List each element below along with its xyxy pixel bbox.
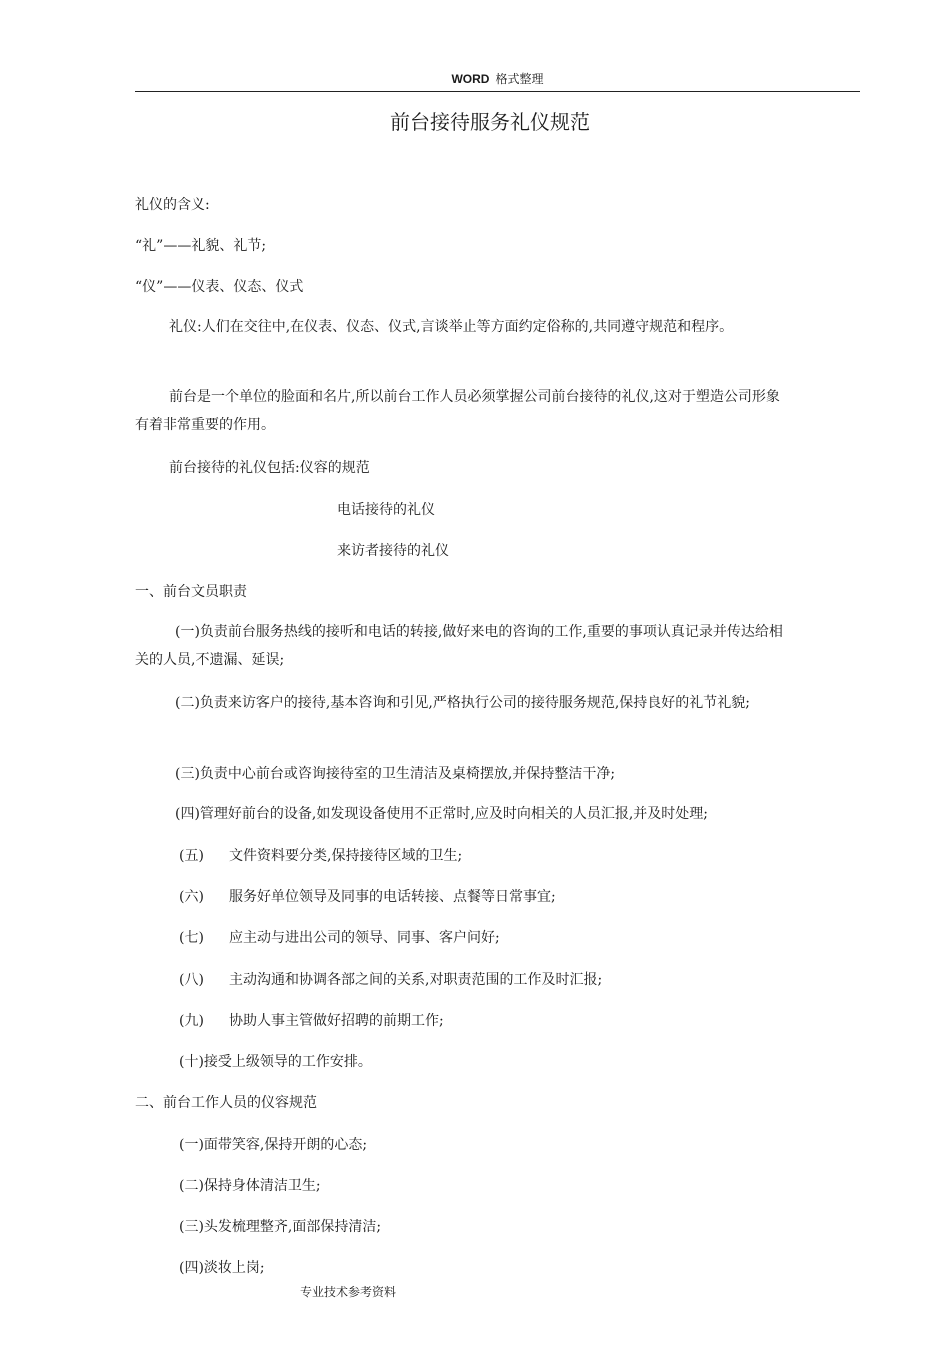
duty-number: (八)	[179, 972, 204, 988]
includes-phone: 电话接待的礼仪	[337, 502, 435, 518]
section1-heading: 一、前台文员职责	[135, 584, 247, 600]
duty-text: 服务好单位领导及同事的电话转接、点餐等日常事宜;	[229, 889, 556, 905]
section2-heading: 二、前台工作人员的仪容规范	[135, 1095, 317, 1111]
definition-paragraph: 礼仪:人们在交往中,在仪表、仪态、仪式,言谈举止等方面约定俗称的,共同遵守规范和程序。	[169, 319, 734, 335]
header-rule	[135, 91, 860, 92]
appearance-item-2: (二)保持身体清洁卫生;	[179, 1178, 321, 1194]
page-footer: 专业技术参考资料	[300, 1285, 397, 1299]
document-title: 前台接待服务礼仪规范	[390, 110, 590, 134]
duty-text: 应主动与进出公司的领导、同事、客户问好;	[229, 930, 500, 946]
duty-number: (六)	[179, 889, 204, 905]
duty-number: (九)	[179, 1013, 204, 1029]
duty-3: (三)负责中心前台或咨询接待室的卫生清洁及桌椅摆放,并保持整洁干净;	[175, 766, 616, 782]
duty-number: (五)	[179, 848, 204, 864]
duty-6	[179, 887, 556, 907]
includes-label: 前台接待的礼仪包括:仪容的规范	[169, 460, 370, 476]
includes-visitor: 来访者接待的礼仪	[337, 543, 449, 559]
duty-5	[179, 846, 462, 866]
header-label: 格式整理	[495, 72, 544, 86]
li-definition: “礼”——礼貌、礼节;	[135, 238, 267, 254]
duty-text: 协助人事主管做好招聘的前期工作;	[229, 1013, 444, 1029]
appearance-item-1: (一)面带笑容,保持开朗的心态;	[179, 1137, 368, 1153]
duty-7	[179, 928, 500, 948]
duty-9	[179, 1011, 444, 1031]
duty-number: (七)	[179, 930, 204, 946]
yi-definition: “仪”——仪表、仪态、仪式	[135, 279, 304, 295]
page-header	[135, 70, 860, 87]
appearance-item-3: (三)头发梳理整齐,面部保持清洁;	[179, 1219, 382, 1235]
duty-text: 文件资料要分类,保持接待区域的卫生;	[229, 848, 463, 864]
duty-10: (十)接受上级领导的工作安排。	[179, 1054, 372, 1070]
header-word: WORD	[451, 72, 490, 86]
duty-1: (一)负责前台服务热线的接听和电话的转接,做好来电的咨询的工作,重要的事项认真记录并传达给相关的人员,不遗漏、延误;	[135, 624, 783, 668]
duty-2: (二)负责来访客户的接待,基本咨询和引见,严格执行公司的接待服务规范,保持良好的礼节礼貌;	[175, 695, 750, 711]
duty-8	[179, 970, 602, 990]
meaning-label: 礼仪的含义:	[135, 197, 210, 213]
importance-paragraph: 前台是一个单位的脸面和名片,所以前台工作人员必须掌握公司前台接待的礼仪,这对于塑造公司形象有着非常重要的作用。	[135, 389, 780, 433]
duty-text: 主动沟通和协调各部之间的关系,对职责范围的工作及时汇报;	[229, 972, 603, 988]
duty-4: (四)管理好前台的设备,如发现设备使用不正常时,应及时向相关的人员汇报,并及时处理;	[175, 806, 708, 822]
appearance-item-4: (四)淡妆上岗;	[179, 1260, 265, 1276]
